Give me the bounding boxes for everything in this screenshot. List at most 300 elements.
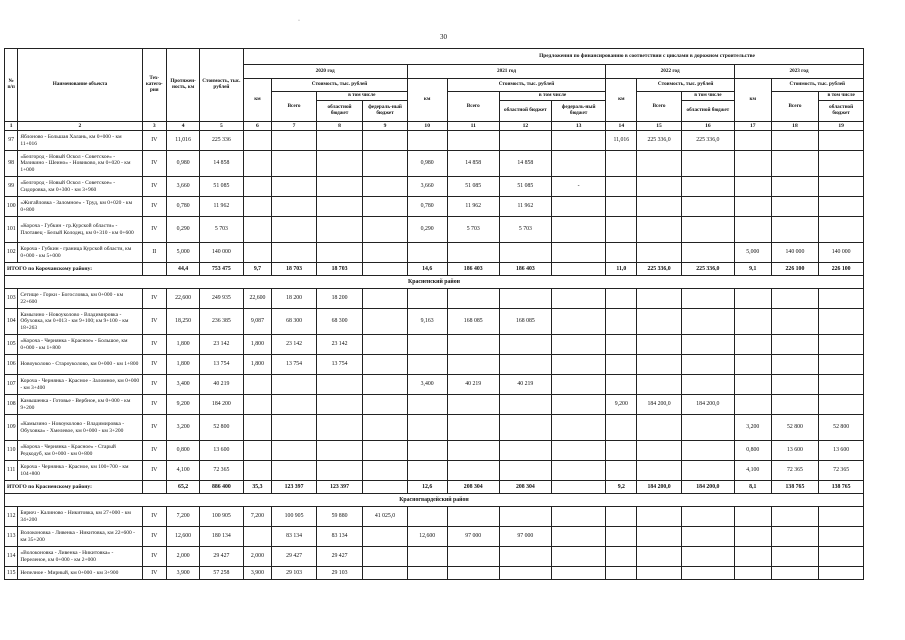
table-cell: 9,163 xyxy=(407,309,447,335)
total-cell: 44,4 xyxy=(166,263,199,276)
table-cell xyxy=(447,243,499,263)
table-cell xyxy=(637,197,681,217)
table-cell: IV xyxy=(142,461,166,481)
table-cell xyxy=(637,441,681,461)
header-km: км xyxy=(606,79,637,122)
table-cell: 83 134 xyxy=(272,527,316,547)
table-cell: 97 000 xyxy=(447,527,499,547)
table-cell xyxy=(637,289,681,309)
district-total-row xyxy=(5,481,864,494)
table-cell: 11 962 xyxy=(447,197,499,217)
table-cell xyxy=(606,567,637,580)
column-number: 7 xyxy=(272,122,316,131)
table-cell xyxy=(606,309,637,335)
table-cell xyxy=(819,527,864,547)
column-number: 2 xyxy=(18,122,142,131)
table-cell xyxy=(272,395,316,415)
table-cell xyxy=(363,217,407,243)
table-cell xyxy=(771,217,819,243)
object-name: «Камызино - Новоуколово - Владимировка - Обуховка» - Хмелевое, км 0+000 - км 3+200 xyxy=(18,415,142,441)
scan-mark: · xyxy=(298,18,300,24)
table-cell xyxy=(681,197,734,217)
header-km: км xyxy=(243,79,272,122)
table-cell: 51 085 xyxy=(200,177,243,197)
object-name: Короча - Чернянка - Красное, км 100+700 - км 104+800 xyxy=(18,461,142,481)
table-cell xyxy=(272,375,316,395)
table-cell xyxy=(407,547,447,567)
table-cell: 52 800 xyxy=(200,415,243,441)
total-cell xyxy=(142,481,166,494)
table-cell xyxy=(771,547,819,567)
table-row xyxy=(5,243,864,263)
table-cell: IV xyxy=(142,375,166,395)
table-cell xyxy=(447,567,499,580)
table-cell xyxy=(243,415,272,441)
table-cell xyxy=(363,131,407,151)
table-cell: 0,780 xyxy=(407,197,447,217)
table-cell xyxy=(243,197,272,217)
table-cell: 13 754 xyxy=(272,355,316,375)
header-name: Наименование объекта xyxy=(18,49,142,122)
table-cell xyxy=(447,395,499,415)
total-label: ИТОГО по Корочанскому району: xyxy=(5,263,143,276)
header-cost: Стоимость, тыс. рублей xyxy=(200,49,243,122)
table-row xyxy=(5,131,864,151)
object-name: Яблоново - Большая Халань, км 0+000 - км 11+016 xyxy=(18,131,142,151)
table-cell xyxy=(499,415,551,441)
table-cell xyxy=(606,507,637,527)
column-number: 4 xyxy=(166,122,199,131)
table-cell xyxy=(637,309,681,335)
table-cell xyxy=(243,177,272,197)
table-cell xyxy=(551,289,605,309)
header-regional: областной бюджет xyxy=(316,101,363,122)
table-cell xyxy=(681,243,734,263)
object-name: Новоуколово - Староуколово, км 0+000 - км 1+800 xyxy=(18,355,142,375)
table-cell xyxy=(637,461,681,481)
table-cell: 13 754 xyxy=(316,355,363,375)
table-cell xyxy=(551,395,605,415)
header-year-2020: 2020 год xyxy=(243,65,407,79)
table-cell: 40 219 xyxy=(200,375,243,395)
table-cell: 0,980 xyxy=(407,151,447,177)
table-cell xyxy=(499,567,551,580)
table-row xyxy=(5,197,864,217)
table-cell xyxy=(243,131,272,151)
table-cell: 4,100 xyxy=(166,461,199,481)
table-cell xyxy=(243,527,272,547)
table-cell xyxy=(606,335,637,355)
table-cell xyxy=(637,415,681,441)
table-cell xyxy=(407,395,447,415)
table-cell xyxy=(243,395,272,415)
table-cell xyxy=(243,243,272,263)
table-cell: 9,087 xyxy=(243,309,272,335)
table-cell xyxy=(243,217,272,243)
header-km: км xyxy=(734,79,771,122)
table-row xyxy=(5,461,864,481)
table-cell: 7,200 xyxy=(243,507,272,527)
table-cell: 41 025,0 xyxy=(363,507,407,527)
table-cell xyxy=(272,177,316,197)
table-cell xyxy=(681,335,734,355)
table-cell xyxy=(819,177,864,197)
table-cell xyxy=(447,461,499,481)
table-cell: 22,600 xyxy=(243,289,272,309)
table-cell xyxy=(734,177,771,197)
table-cell: 29 427 xyxy=(200,547,243,567)
header-length: Протяжен-ность, км xyxy=(166,49,199,122)
table-cell xyxy=(606,289,637,309)
table-cell xyxy=(734,375,771,395)
table-cell: 5 703 xyxy=(447,217,499,243)
table-cell: 4,100 xyxy=(734,461,771,481)
table-cell: 140 000 xyxy=(771,243,819,263)
table-cell xyxy=(551,527,605,547)
table-cell: 13 600 xyxy=(771,441,819,461)
table-cell xyxy=(606,217,637,243)
row-number: 103 xyxy=(5,289,18,309)
financing-table xyxy=(4,48,864,580)
total-cell: 65,2 xyxy=(166,481,199,494)
table-cell xyxy=(243,441,272,461)
table-cell: 40 219 xyxy=(499,375,551,395)
table-cell xyxy=(606,461,637,481)
total-cell xyxy=(551,263,605,276)
object-name: Камызино - Новоуколово - Владимировка - Обуховка, км 0+013 - км 9+100; км 9+100 - км 18+263 xyxy=(18,309,142,335)
table-cell: 18 200 xyxy=(316,289,363,309)
table-cell xyxy=(407,507,447,527)
total-cell xyxy=(363,263,407,276)
table-cell: 97 000 xyxy=(499,527,551,547)
table-cell xyxy=(551,375,605,395)
header-title-cell xyxy=(243,49,863,65)
table-cell xyxy=(316,415,363,441)
total-cell: 123 397 xyxy=(316,481,363,494)
total-cell: 186 403 xyxy=(447,263,499,276)
table-cell xyxy=(272,461,316,481)
table-cell xyxy=(272,441,316,461)
table-cell xyxy=(606,177,637,197)
table-cell xyxy=(734,131,771,151)
table-cell xyxy=(363,197,407,217)
table-cell xyxy=(681,355,734,375)
table-cell xyxy=(637,243,681,263)
table-cell xyxy=(363,375,407,395)
table-cell: 184 200,0 xyxy=(681,395,734,415)
object-name: Волоконовка - Ливенка - Никитовка, км 22+600 - км 35+200 xyxy=(18,527,142,547)
table-cell: 3,400 xyxy=(407,375,447,395)
row-number: 105 xyxy=(5,335,18,355)
table-cell: 72 365 xyxy=(771,461,819,481)
row-number: 110 xyxy=(5,441,18,461)
table-cell: 140 000 xyxy=(200,243,243,263)
table-cell xyxy=(734,395,771,415)
table-cell: IV xyxy=(142,547,166,567)
column-number: 10 xyxy=(407,122,447,131)
table-cell: 3,200 xyxy=(166,415,199,441)
table-cell: II xyxy=(142,243,166,263)
table-cell xyxy=(551,567,605,580)
table-row xyxy=(5,355,864,375)
table-row xyxy=(5,335,864,355)
table-cell: 3,900 xyxy=(243,567,272,580)
table-row xyxy=(5,177,864,197)
table-cell xyxy=(447,355,499,375)
table-cell: 68 300 xyxy=(316,309,363,335)
table-cell xyxy=(363,243,407,263)
table-cell xyxy=(819,395,864,415)
header-total: Всего xyxy=(447,92,499,122)
total-cell: 184 200,0 xyxy=(681,481,734,494)
table-cell xyxy=(407,567,447,580)
table-cell xyxy=(499,547,551,567)
total-cell: 184 200,0 xyxy=(637,481,681,494)
table-cell: 13 754 xyxy=(200,355,243,375)
table-cell xyxy=(771,177,819,197)
table-cell xyxy=(499,395,551,415)
table-cell: 18,250 xyxy=(166,309,199,335)
table-cell xyxy=(819,507,864,527)
header-in-that: в том числе xyxy=(316,92,407,101)
table-cell xyxy=(637,547,681,567)
table-cell xyxy=(681,461,734,481)
table-cell xyxy=(363,415,407,441)
table-cell xyxy=(499,131,551,151)
table-cell xyxy=(637,567,681,580)
table-cell xyxy=(637,527,681,547)
table-cell: - xyxy=(551,177,605,197)
object-name: «Белгород - Новый Оскол - Советское» - Сидоровка, км 0+300 - км 3+960 xyxy=(18,177,142,197)
table-cell xyxy=(606,375,637,395)
total-cell: 138 765 xyxy=(819,481,864,494)
object-name: Бирюч - Калиново - Никитовка, км 27+000 - км 34+200 xyxy=(18,507,142,527)
table-cell xyxy=(771,507,819,527)
column-number: 3 xyxy=(142,122,166,131)
table-cell: 29 427 xyxy=(316,547,363,567)
header-in-that: в том числе xyxy=(499,92,606,101)
column-number: 8 xyxy=(316,122,363,131)
table-cell xyxy=(447,131,499,151)
table-cell: IV xyxy=(142,415,166,441)
header-federal: федераль-ный бюджет xyxy=(363,101,407,122)
district-header-row xyxy=(5,494,864,507)
table-cell xyxy=(272,131,316,151)
table-cell xyxy=(681,177,734,197)
table-cell: 3,200 xyxy=(734,415,771,441)
table-cell: 14 858 xyxy=(200,151,243,177)
table-cell: 168 085 xyxy=(447,309,499,335)
table-cell xyxy=(734,507,771,527)
header-total: Всего xyxy=(771,92,819,122)
row-number: 107 xyxy=(5,375,18,395)
district-total-row xyxy=(5,263,864,276)
table-cell: 225 336 xyxy=(200,131,243,151)
table-cell xyxy=(606,355,637,375)
table-cell: 184 200,0 xyxy=(637,395,681,415)
table-cell xyxy=(363,289,407,309)
total-cell: 886 400 xyxy=(200,481,243,494)
column-number: 15 xyxy=(637,122,681,131)
table-cell xyxy=(316,131,363,151)
table-cell xyxy=(551,243,605,263)
row-number: 108 xyxy=(5,395,18,415)
object-name: «Короча - Губкин - гр.Курской области» - Плотавец - Белый Колодец, км 0+310 - км 0+600 xyxy=(18,217,142,243)
table-cell xyxy=(363,335,407,355)
table-cell xyxy=(771,309,819,335)
total-cell: 14,6 xyxy=(407,263,447,276)
table-cell xyxy=(771,335,819,355)
table-cell xyxy=(363,355,407,375)
table-cell xyxy=(734,355,771,375)
table-cell xyxy=(363,567,407,580)
header-cost-thousand: Стоимость, тыс. рублей xyxy=(447,79,606,92)
table-cell: 22,600 xyxy=(166,289,199,309)
total-cell: 9,7 xyxy=(243,263,272,276)
table-cell xyxy=(819,335,864,355)
table-cell xyxy=(606,547,637,567)
object-name: Камышенка - Готовье - Вербное, км 0+000 - км 9+200 xyxy=(18,395,142,415)
table-cell: 0,980 xyxy=(166,151,199,177)
total-cell: 18 703 xyxy=(272,263,316,276)
table-cell: 2,000 xyxy=(243,547,272,567)
table-cell xyxy=(606,415,637,441)
table-cell xyxy=(272,243,316,263)
total-cell xyxy=(363,481,407,494)
table-cell: IV xyxy=(142,177,166,197)
table-cell xyxy=(681,441,734,461)
table-cell xyxy=(637,217,681,243)
table-cell xyxy=(551,507,605,527)
row-number: 102 xyxy=(5,243,18,263)
table-cell xyxy=(499,289,551,309)
table-cell: IV xyxy=(142,395,166,415)
table-cell xyxy=(407,289,447,309)
table-cell: 11 962 xyxy=(499,197,551,217)
table-cell xyxy=(637,507,681,527)
table-cell xyxy=(681,289,734,309)
table-cell: 12,600 xyxy=(407,527,447,547)
table-cell: IV xyxy=(142,441,166,461)
header-total: Всего xyxy=(637,92,681,122)
table-cell xyxy=(407,355,447,375)
total-label: ИТОГО по Красненскому району: xyxy=(5,481,143,494)
object-name: Непелное - Мирный, км 0+000 - км 3+900 xyxy=(18,567,142,580)
table-cell: 40 219 xyxy=(447,375,499,395)
table-cell: 249 935 xyxy=(200,289,243,309)
table-cell: 9,200 xyxy=(606,395,637,415)
table-cell xyxy=(316,217,363,243)
table-cell: 12,600 xyxy=(166,527,199,547)
table-cell xyxy=(637,151,681,177)
table-cell xyxy=(819,375,864,395)
header-year-2022: 2022 год xyxy=(606,65,735,79)
table-cell xyxy=(407,131,447,151)
table-cell xyxy=(637,375,681,395)
row-number: 100 xyxy=(5,197,18,217)
table-cell: 5 703 xyxy=(200,217,243,243)
table-cell xyxy=(734,289,771,309)
table-cell: 68 300 xyxy=(272,309,316,335)
table-cell: 57 258 xyxy=(200,567,243,580)
table-cell xyxy=(734,309,771,335)
table-cell: 3,900 xyxy=(166,567,199,580)
table-cell: 0,800 xyxy=(166,441,199,461)
table-cell xyxy=(551,547,605,567)
table-cell xyxy=(551,415,605,441)
table-cell: IV xyxy=(142,151,166,177)
table-cell xyxy=(771,395,819,415)
total-cell: 123 397 xyxy=(272,481,316,494)
table-cell: 29 103 xyxy=(316,567,363,580)
header-km: км xyxy=(407,79,447,122)
table-cell xyxy=(316,243,363,263)
table-cell xyxy=(447,415,499,441)
table-cell: 5,000 xyxy=(734,243,771,263)
column-number: 9 xyxy=(363,122,407,131)
table-cell xyxy=(551,197,605,217)
total-cell xyxy=(551,481,605,494)
table-cell: 3,660 xyxy=(166,177,199,197)
table-cell xyxy=(819,151,864,177)
table-cell xyxy=(551,355,605,375)
column-number: 13 xyxy=(551,122,605,131)
object-name: «Жигайловка - Заломное» - Труд, км 0+020 - км 0+800 xyxy=(18,197,142,217)
table-row xyxy=(5,151,864,177)
table-row xyxy=(5,375,864,395)
table-cell xyxy=(499,355,551,375)
table-cell: 51 085 xyxy=(499,177,551,197)
table-cell xyxy=(637,335,681,355)
page-number: 30 xyxy=(440,33,447,41)
table-cell xyxy=(363,441,407,461)
table-cell xyxy=(363,395,407,415)
table-cell: 1,800 xyxy=(243,335,272,355)
table-cell xyxy=(407,415,447,441)
table-cell xyxy=(499,335,551,355)
table-cell xyxy=(499,441,551,461)
table-cell: 1,800 xyxy=(166,355,199,375)
total-cell: 35,3 xyxy=(243,481,272,494)
header-cost-thousand: Стоимость, тыс. рублей xyxy=(272,79,407,92)
column-number: 1 xyxy=(5,122,18,131)
table-cell xyxy=(771,131,819,151)
table-cell: 23 142 xyxy=(272,335,316,355)
table-cell: 11,016 xyxy=(606,131,637,151)
table-cell xyxy=(819,131,864,151)
column-number: 16 xyxy=(681,122,734,131)
table-cell: IV xyxy=(142,507,166,527)
table-cell xyxy=(734,217,771,243)
header-category: Тех-катего-рия xyxy=(142,49,166,122)
table-row xyxy=(5,547,864,567)
table-cell xyxy=(243,461,272,481)
column-number: 18 xyxy=(771,122,819,131)
table-cell xyxy=(681,151,734,177)
table-cell xyxy=(819,567,864,580)
table-cell xyxy=(637,355,681,375)
table-cell xyxy=(734,335,771,355)
table-row xyxy=(5,309,864,335)
object-name: Короча - Губкин - граница Курской области, км 0+000 - км 5+000 xyxy=(18,243,142,263)
object-name: «Волоконовка - Ливенка - Никитовка» - Переленое, км 0+000 - км 2+000 xyxy=(18,547,142,567)
table-cell xyxy=(499,461,551,481)
table-cell: IV xyxy=(142,355,166,375)
district-name: Красненский район xyxy=(5,276,864,289)
table-cell: 23 142 xyxy=(200,335,243,355)
total-cell: 208 304 xyxy=(499,481,551,494)
table-cell xyxy=(316,151,363,177)
